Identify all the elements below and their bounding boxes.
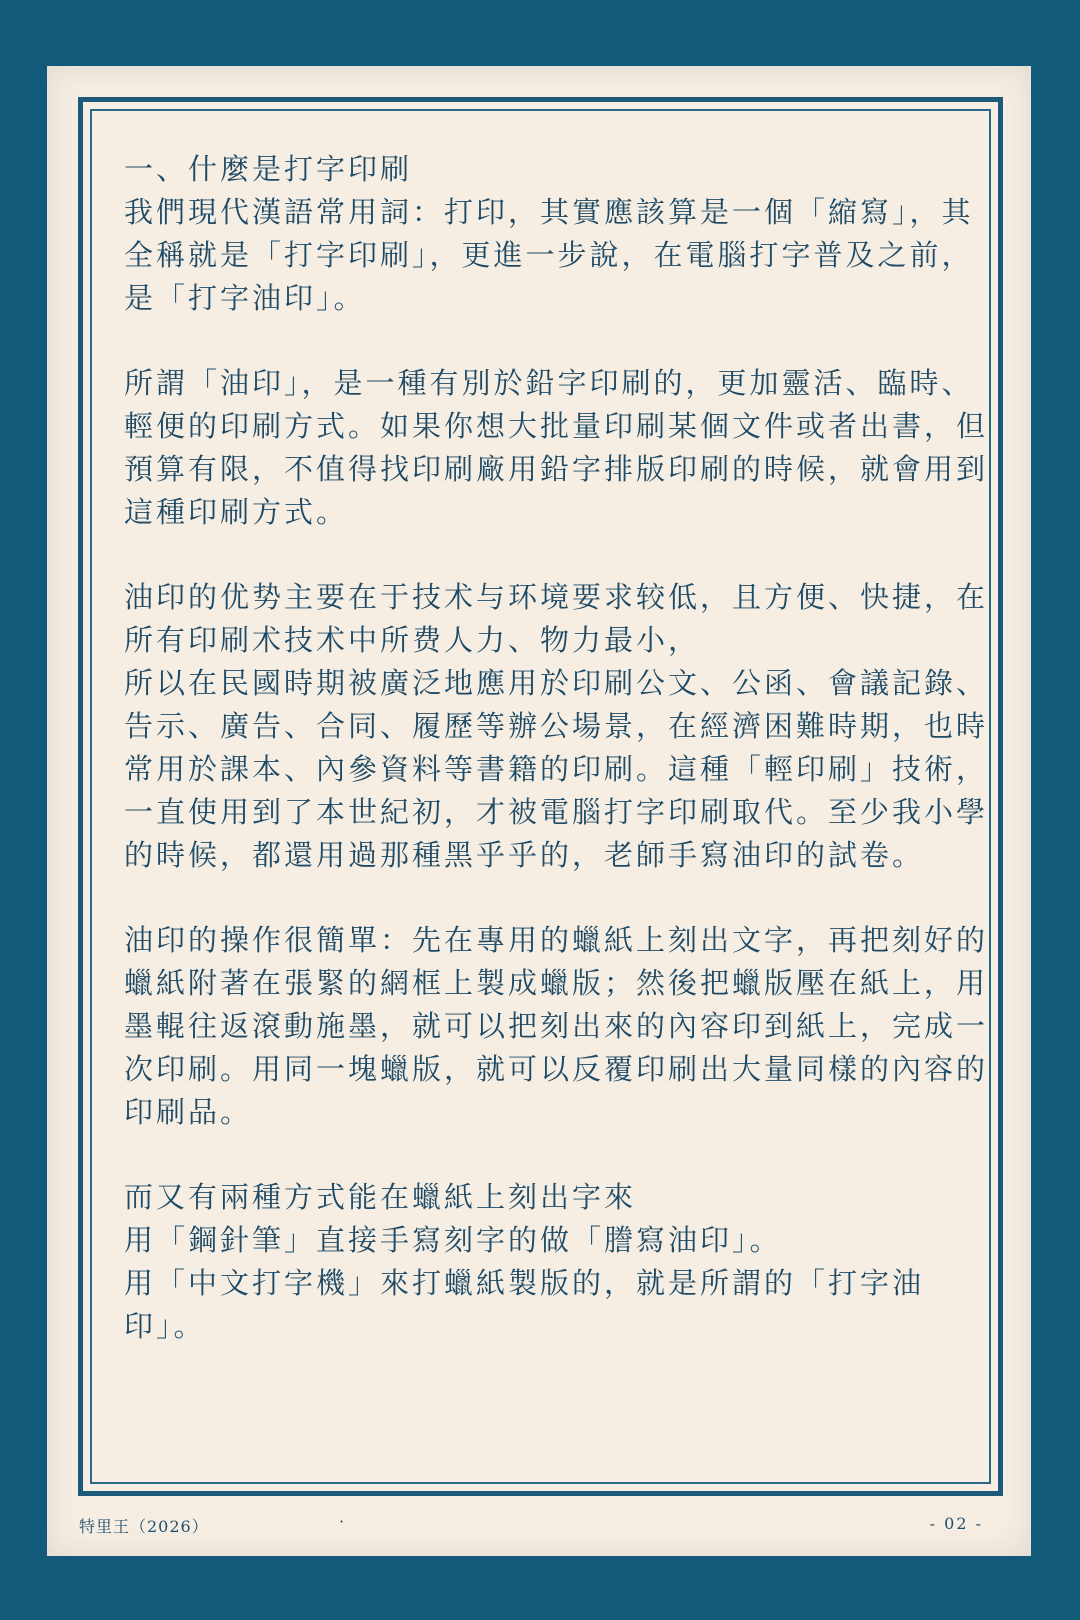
paragraph-intro: 一、什麼是打字印刷 我們現代漢語常用詞：打印，其實應該算是一個「縮寫」，其全稱就是「打字印刷」，更進一步說，在電腦打字普及之前，是「打字油印」。 [124,152,974,315]
document-body [124,148,992,1348]
footer-author: 特里王（2026） [79,1517,209,1536]
page-number: - 02 - [929,1514,983,1533]
footer-dot: · [339,1512,345,1531]
paragraph-two-methods: 而又有兩種方式能在蠟紙上刻出字來 用「鋼針筆」直接手寫刻字的做「謄寫油印」。 用「中文打字機」來打蠟紙製版的，就是所謂的「打字油印」。 [124,1180,925,1343]
paper-sheet [47,66,1031,1556]
paragraph-mimeograph-definition: 所謂「油印」，是一種有別於鉛字印刷的，更加靈活、臨時、輕便的印刷方式。如果你想大批量印刷某個文件或者出書，但預算有限，不值得找印刷廠用鉛字排版印刷的時候，就會用到這種印刷方式。 [124,366,989,529]
paragraph-advantages: 油印的优势主要在于技术与环境要求较低，且方便、快捷，在所有印刷术技术中所费人力、物力最小， 所以在民國時期被廣泛地應用於印刷公文、公函、會議記錄、告示、廣告、合同、履歷等辦公場景，在經濟困難時期，也時常用於課本、內參資料等書籍的印刷。這種「輕印刷」技術，一直使用到了本世紀初，才被電腦打字印刷取代。至少我小學的時候，都還用過那種黑乎乎的，老師手寫油印的試卷。 [124,580,989,872]
paragraph-operation: 油印的操作很簡單：先在專用的蠟紙上刻出文字，再把刻好的蠟紙附著在張緊的網框上製成蠟版；然後把蠟版壓在紙上，用墨輥往返滾動施墨，就可以把刻出來的內容印到紙上，完成一次印刷。用同一塊蠟版，就可以反覆印刷出大量同樣的內容的印刷品。 [124,923,989,1129]
